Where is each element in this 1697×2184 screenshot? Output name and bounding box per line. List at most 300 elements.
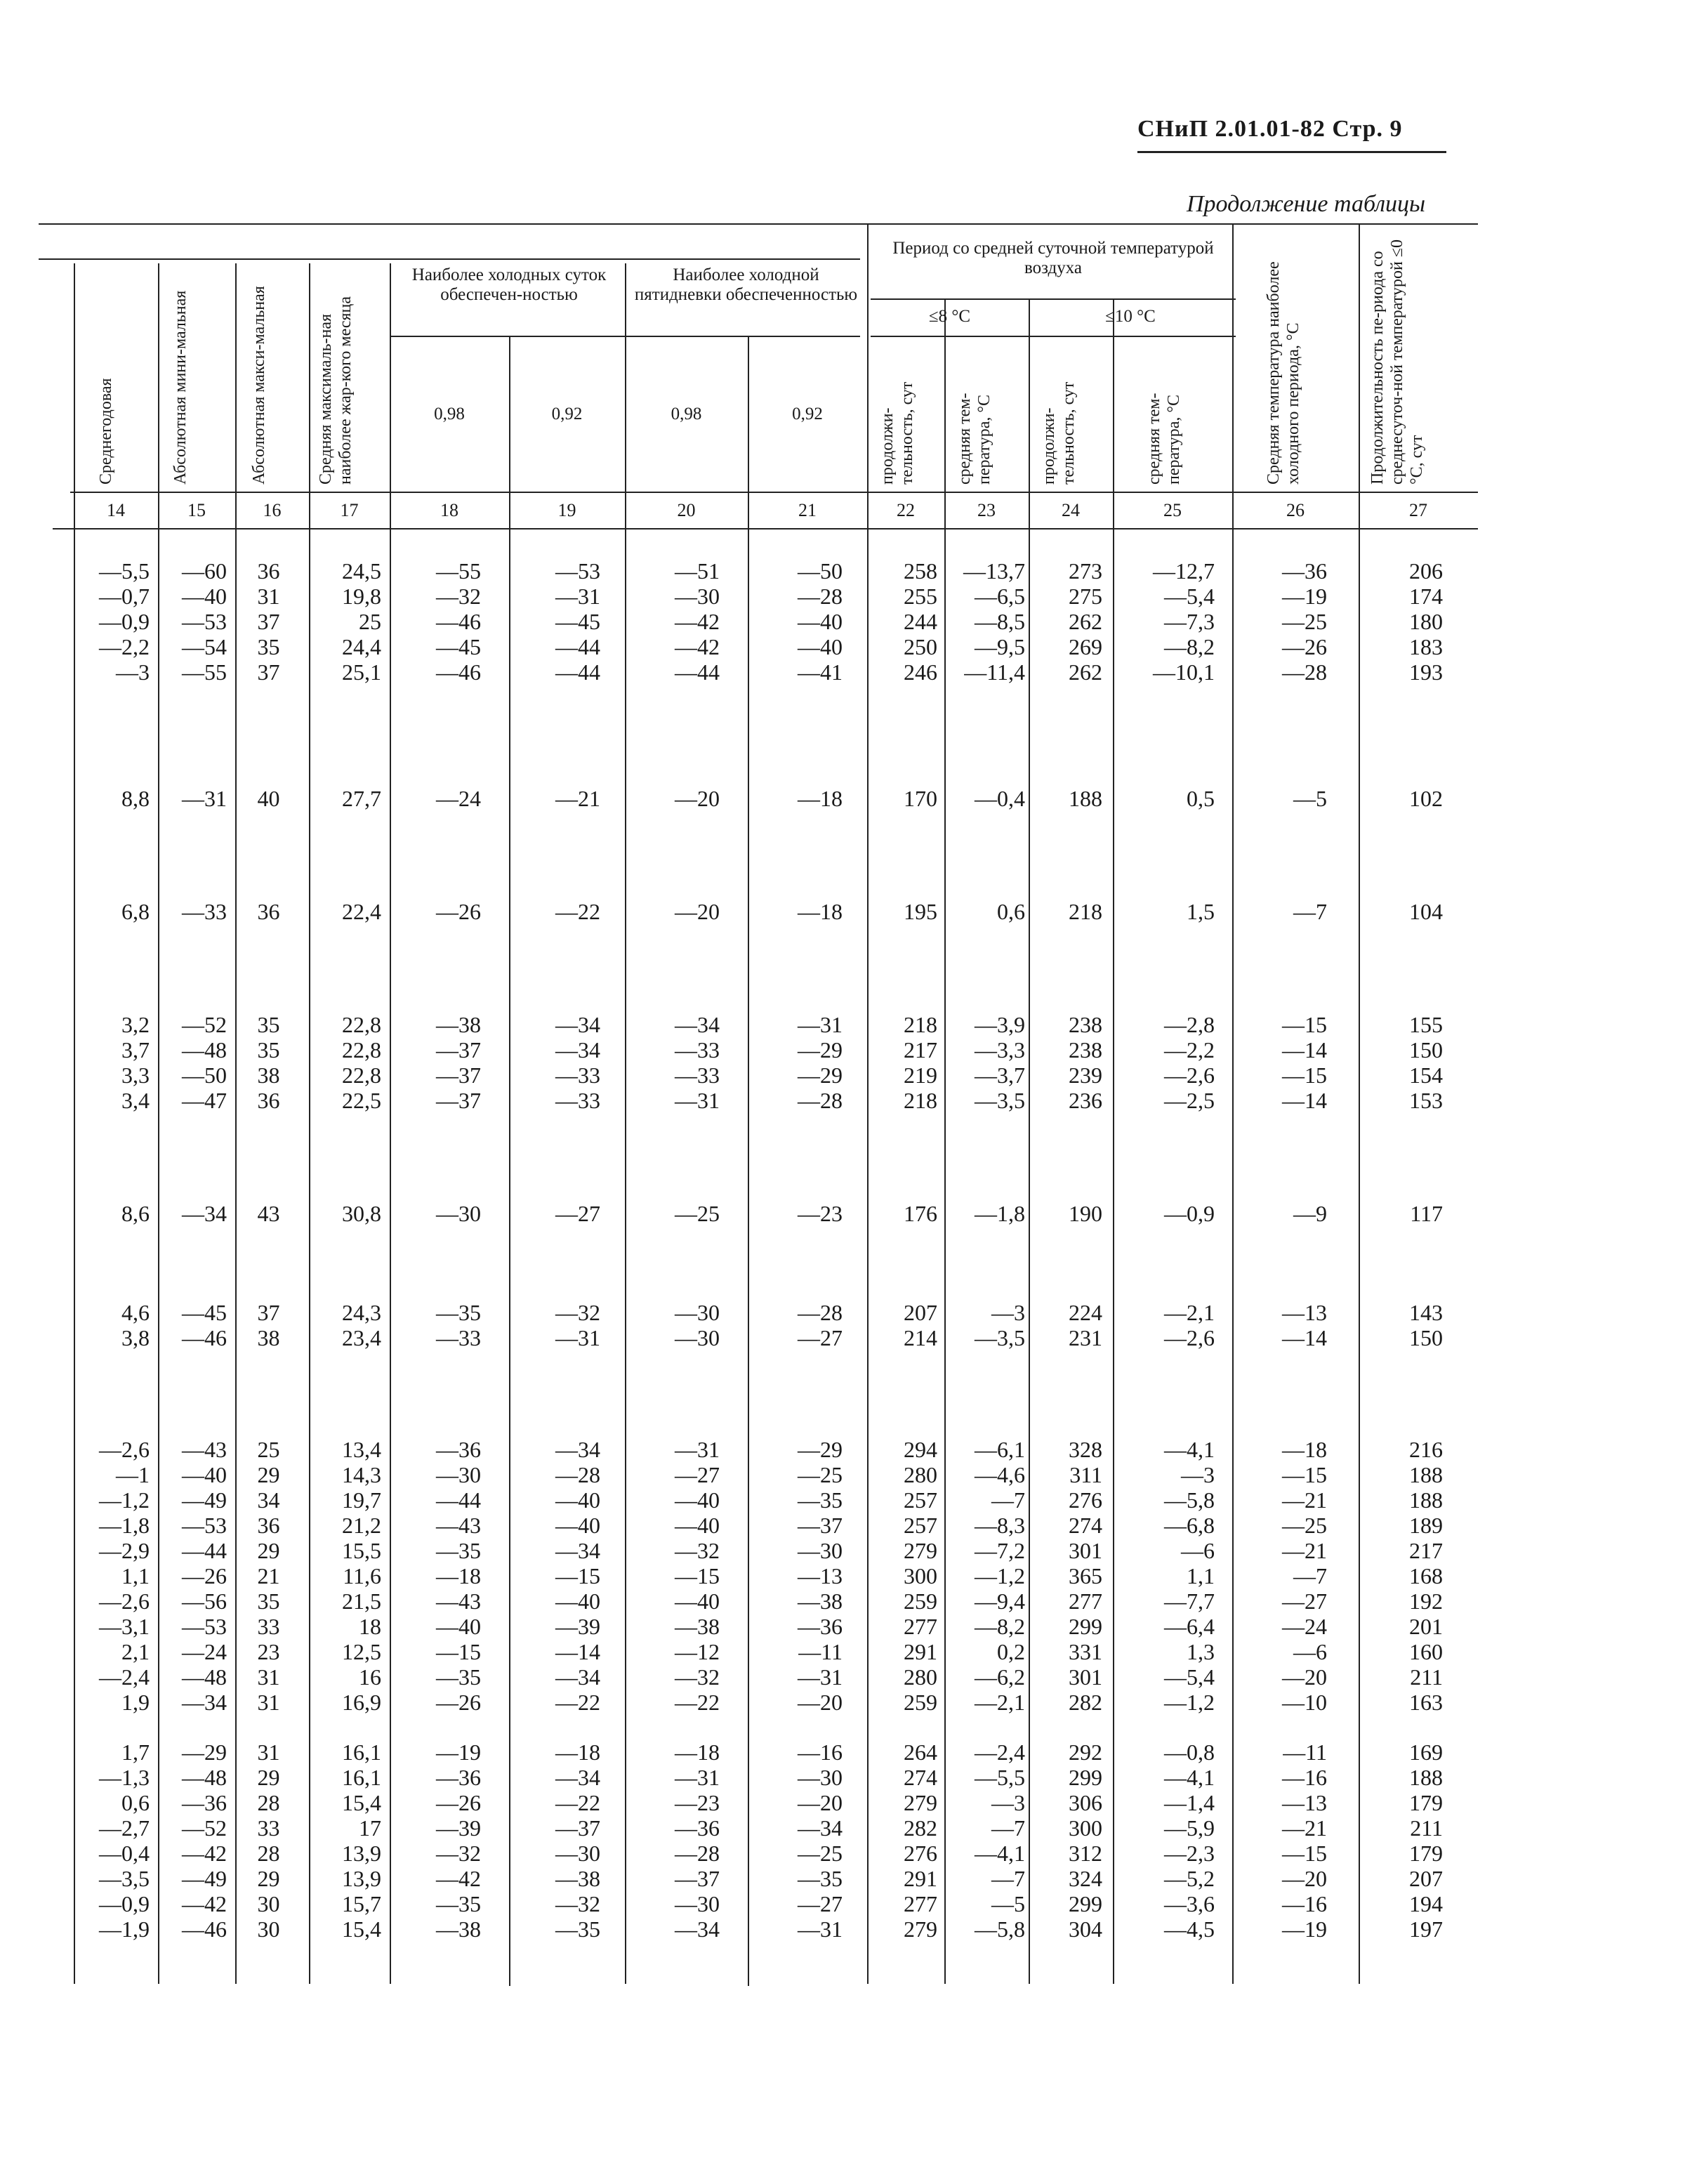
table-row — [0, 584, 1697, 609]
header-c19: 0,92 — [551, 404, 583, 423]
table-cell: —3,3 — [975, 1037, 1025, 1063]
table-cell: 246 — [904, 659, 937, 685]
table-cell: 25 — [257, 1437, 280, 1462]
table-cell: —1,9 — [99, 1916, 150, 1942]
table-cell: —3 — [991, 1790, 1025, 1815]
column-number: 17 — [340, 500, 359, 520]
table-cell: 195 — [904, 899, 937, 924]
table-cell: —1,3 — [99, 1765, 150, 1790]
table-cell: —2,3 — [1164, 1841, 1215, 1866]
table-cell: —9,4 — [975, 1588, 1025, 1614]
table-cell: —55 — [182, 659, 227, 685]
table-cell: —7 — [991, 1815, 1025, 1841]
table-cell: —37 — [436, 1088, 481, 1113]
table-cell: —18 — [798, 786, 843, 811]
table-cell: —44 — [182, 1538, 227, 1563]
table-cell: —42 — [182, 1841, 227, 1866]
table-cell: 292 — [1069, 1739, 1102, 1765]
table-cell: —33 — [675, 1063, 720, 1088]
table-cell: 13,9 — [342, 1866, 381, 1891]
table-row — [0, 1037, 1697, 1063]
table-cell: 169 — [1409, 1739, 1443, 1765]
table-cell: —21 — [555, 786, 600, 811]
table-cell: —29 — [798, 1437, 843, 1462]
table-cell: —40 — [675, 1588, 720, 1614]
table-cell: —26 — [436, 1690, 481, 1715]
table-cell: —37 — [555, 1815, 600, 1841]
table-cell: 36 — [257, 558, 280, 584]
table-cell: 37 — [257, 609, 280, 634]
col-divider — [309, 263, 310, 1984]
table-cell: —8,5 — [975, 609, 1025, 634]
header-c17: Средняя максималь-ная наиболее жар-кого месяца — [317, 296, 355, 485]
table-cell: 306 — [1069, 1790, 1102, 1815]
table-cell: —50 — [182, 1063, 227, 1088]
table-cell: —30 — [675, 1300, 720, 1325]
table-cell: 277 — [904, 1891, 937, 1916]
table-cell: —18 — [1282, 1437, 1327, 1462]
table-cell: 27,7 — [342, 786, 381, 811]
table-cell: —16 — [1282, 1891, 1327, 1916]
table-cell: —33 — [182, 899, 227, 924]
table-cell: —24 — [436, 786, 481, 811]
table-row — [0, 1088, 1697, 1113]
table-cell: 22,4 — [342, 899, 381, 924]
table-cell: —2,6 — [1164, 1325, 1215, 1350]
table-cell: —25 — [798, 1841, 843, 1866]
table-cell: 35 — [257, 1588, 280, 1614]
table-cell: 193 — [1409, 659, 1443, 685]
table-cell: —3 — [116, 659, 150, 685]
table-cell: 21 — [257, 1563, 280, 1588]
table-cell: —20 — [1282, 1664, 1327, 1690]
table-cell: —46 — [436, 659, 481, 685]
table-cell: —22 — [555, 1690, 600, 1715]
table-cell: 188 — [1069, 786, 1102, 811]
table-cell: —42 — [182, 1891, 227, 1916]
table-cell: —5,9 — [1164, 1815, 1215, 1841]
table-cell: —2,6 — [99, 1588, 150, 1614]
header-c21: 0,92 — [792, 404, 823, 423]
table-cell: —5,4 — [1164, 1664, 1215, 1690]
table-cell: —25 — [675, 1201, 720, 1226]
table-cell: 190 — [1069, 1201, 1102, 1226]
table-cell: —31 — [798, 1012, 843, 1037]
table-cell: —27 — [555, 1201, 600, 1226]
table-cell: —20 — [798, 1790, 843, 1815]
header-bottom-rule — [70, 492, 1478, 493]
table-cell: 13,9 — [342, 1841, 381, 1866]
table-cell: 197 — [1409, 1916, 1443, 1942]
table-cell: —4,5 — [1164, 1916, 1215, 1942]
table-cell: —8,3 — [975, 1513, 1025, 1538]
table-cell: —34 — [555, 1012, 600, 1037]
table-cell: 192 — [1409, 1588, 1443, 1614]
table-row — [0, 1891, 1697, 1916]
table-cell: —52 — [182, 1012, 227, 1037]
column-number: 15 — [187, 500, 206, 520]
table-cell: 174 — [1409, 584, 1443, 609]
table-cell: 24,3 — [342, 1300, 381, 1325]
table-cell: —44 — [436, 1487, 481, 1513]
table-cell: 244 — [904, 609, 937, 634]
table-cell: —5,4 — [1164, 584, 1215, 609]
table-cell: 15,5 — [342, 1538, 381, 1563]
table-cell: —3,1 — [99, 1614, 150, 1639]
table-cell: —15 — [675, 1563, 720, 1588]
table-cell: 19,8 — [342, 584, 381, 609]
table-cell: 312 — [1069, 1841, 1102, 1866]
table-cell: —2,6 — [99, 1437, 150, 1462]
table-cell: —31 — [675, 1765, 720, 1790]
table-cell: 1,7 — [121, 1739, 150, 1765]
table-cell: 218 — [904, 1012, 937, 1037]
header-c14: Среднегодовая — [97, 378, 115, 485]
table-cell: 6,8 — [121, 899, 150, 924]
table-cell: —11,4 — [964, 659, 1025, 685]
table-cell: —2,5 — [1164, 1088, 1215, 1113]
table-cell: —38 — [436, 1012, 481, 1037]
table-cell: —31 — [555, 1325, 600, 1350]
table-cell: —7 — [1293, 1563, 1327, 1588]
table-cell: 279 — [904, 1538, 937, 1563]
table-row — [0, 609, 1697, 634]
table-cell: 277 — [904, 1614, 937, 1639]
table-cell: —8,2 — [1164, 634, 1215, 659]
table-cell: —2,8 — [1164, 1012, 1215, 1037]
table-cell: 153 — [1409, 1088, 1443, 1113]
table-cell: 0,5 — [1187, 786, 1215, 811]
table-cell: 143 — [1409, 1300, 1443, 1325]
table-cell: —4,1 — [975, 1841, 1025, 1866]
table-row — [0, 1487, 1697, 1513]
table-cell: —33 — [436, 1325, 481, 1350]
table-cell: —39 — [555, 1614, 600, 1639]
table-cell: 37 — [257, 659, 280, 685]
table-cell: 299 — [1069, 1765, 1102, 1790]
table-cell: —6 — [1293, 1639, 1327, 1664]
table-cell: 300 — [904, 1563, 937, 1588]
table-row — [0, 1614, 1697, 1639]
table-cell: —5 — [1293, 786, 1327, 811]
table-cell: —2,4 — [99, 1664, 150, 1690]
column-number: 16 — [263, 500, 282, 520]
table-cell: —0,7 — [99, 584, 150, 609]
column-number: 14 — [107, 500, 125, 520]
table-cell: —5 — [991, 1891, 1025, 1916]
col-divider — [944, 298, 946, 1984]
table-cell: —28 — [1282, 659, 1327, 685]
header-c23: средняя тем-пература, °С — [956, 393, 993, 485]
table-cell: —31 — [555, 584, 600, 609]
table-row — [0, 1325, 1697, 1350]
table-cell: —0,9 — [99, 609, 150, 634]
table-cell: —21 — [1282, 1487, 1327, 1513]
table-cell: —46 — [436, 609, 481, 634]
table-cell: —47 — [182, 1088, 227, 1113]
table-cell: —22 — [555, 1790, 600, 1815]
table-cell: 150 — [1409, 1037, 1443, 1063]
table-row — [0, 1866, 1697, 1891]
table-cell: 218 — [1069, 899, 1102, 924]
col-divider — [74, 263, 75, 1984]
table-cell: —37 — [675, 1866, 720, 1891]
table-cell: 3,8 — [121, 1325, 150, 1350]
table-cell: 16,1 — [342, 1739, 381, 1765]
table-cell: —1,8 — [99, 1513, 150, 1538]
period-leaf-rule — [871, 336, 1236, 337]
table-cell: —14 — [1282, 1325, 1327, 1350]
table-cell: 36 — [257, 1513, 280, 1538]
table-cell: 194 — [1409, 1891, 1443, 1916]
table-cell: —36 — [798, 1614, 843, 1639]
table-cell: —29 — [798, 1037, 843, 1063]
table-cell: —4,1 — [1164, 1437, 1215, 1462]
table-cell: 275 — [1069, 584, 1102, 609]
table-cell: —33 — [675, 1037, 720, 1063]
table-cell: —2,1 — [1164, 1300, 1215, 1325]
header-c27: Продолжительность пе-риода со среднесуточ-ной температурой ≤0 °С, сут — [1368, 239, 1426, 485]
table-cell: —2,6 — [1164, 1063, 1215, 1088]
table-cell: —31 — [798, 1664, 843, 1690]
table-cell: 23 — [257, 1639, 280, 1664]
table-cell: 22,8 — [342, 1037, 381, 1063]
table-cell: —40 — [675, 1513, 720, 1538]
table-cell: —19 — [1282, 1916, 1327, 1942]
table-cell: —29 — [182, 1739, 227, 1765]
table-cell: —7 — [991, 1487, 1025, 1513]
table-cell: 264 — [904, 1739, 937, 1765]
header-c25: средняя тем-пература, °С — [1145, 393, 1183, 485]
table-cell: 207 — [904, 1300, 937, 1325]
table-cell: —37 — [798, 1513, 843, 1538]
table-cell: —45 — [555, 609, 600, 634]
table-cell: —35 — [436, 1891, 481, 1916]
sub-le8: ≤8 °С — [928, 307, 971, 326]
table-cell: 219 — [904, 1063, 937, 1088]
table-row — [0, 659, 1697, 685]
table-cell: 274 — [904, 1765, 937, 1790]
table-cell: —40 — [798, 634, 843, 659]
table-cell: —27 — [798, 1325, 843, 1350]
table-cell: —3 — [1181, 1462, 1215, 1487]
table-cell: 117 — [1410, 1201, 1443, 1226]
table-cell: —34 — [555, 1437, 600, 1462]
table-cell: —34 — [675, 1012, 720, 1037]
table-cell: —5,5 — [975, 1765, 1025, 1790]
table-cell: 33 — [257, 1614, 280, 1639]
table-cell: 0,2 — [997, 1639, 1025, 1664]
table-cell: —50 — [798, 558, 843, 584]
group-top-rule — [39, 258, 860, 260]
table-cell: 14,3 — [342, 1462, 381, 1487]
table-cell: 214 — [904, 1325, 937, 1350]
table-cell: —35 — [798, 1866, 843, 1891]
table-cell: —34 — [182, 1201, 227, 1226]
table-cell: 236 — [1069, 1088, 1102, 1113]
table-cell: —44 — [555, 659, 600, 685]
table-cell: 217 — [1409, 1538, 1443, 1563]
table-cell: 34 — [257, 1487, 280, 1513]
column-number: 18 — [440, 500, 458, 520]
table-cell: —36 — [675, 1815, 720, 1841]
column-number: 26 — [1286, 500, 1305, 520]
table-cell: —7 — [991, 1866, 1025, 1891]
table-row — [0, 1841, 1697, 1866]
column-number: 20 — [677, 500, 696, 520]
table-cell: 294 — [904, 1437, 937, 1462]
table-cell: —34 — [555, 1765, 600, 1790]
table-cell: —3,6 — [1164, 1891, 1215, 1916]
table-cell: —53 — [555, 558, 600, 584]
table-cell: 15,7 — [342, 1891, 381, 1916]
header-c24: продолжи-тельность, сут — [1040, 381, 1078, 485]
table-cell: 1,1 — [121, 1563, 150, 1588]
table-cell: 188 — [1409, 1462, 1443, 1487]
table-cell: 28 — [257, 1841, 280, 1866]
table-cell: 179 — [1409, 1790, 1443, 1815]
table-cell: —3,5 — [975, 1088, 1025, 1113]
table-cell: 16 — [359, 1664, 381, 1690]
table-cell: —0,9 — [1164, 1201, 1215, 1226]
table-cell: —27 — [798, 1891, 843, 1916]
table-cell: —43 — [182, 1437, 227, 1462]
table-cell: —36 — [1282, 558, 1327, 584]
table-cell: 250 — [904, 634, 937, 659]
table-cell: —38 — [555, 1866, 600, 1891]
table-cell: 1,9 — [121, 1690, 150, 1715]
table-cell: —28 — [675, 1841, 720, 1866]
table-cell: —49 — [182, 1487, 227, 1513]
column-number: 25 — [1163, 500, 1182, 520]
table-cell: —3 — [991, 1300, 1025, 1325]
table-cell: 36 — [257, 1088, 280, 1113]
table-cell: 13,4 — [342, 1437, 381, 1462]
table-cell: 22,8 — [342, 1063, 381, 1088]
table-cell: —22 — [675, 1690, 720, 1715]
table-cell: 150 — [1409, 1325, 1443, 1350]
table-cell: —15 — [1282, 1462, 1327, 1487]
table-cell: 18 — [359, 1614, 381, 1639]
table-cell: —34 — [675, 1916, 720, 1942]
table-cell: —1,8 — [975, 1201, 1025, 1226]
col-divider — [235, 263, 237, 1984]
table-cell: —5,8 — [1164, 1487, 1215, 1513]
table-cell: 279 — [904, 1916, 937, 1942]
table-cell: 282 — [904, 1815, 937, 1841]
table-cell: 188 — [1409, 1487, 1443, 1513]
table-cell: 1,5 — [1187, 899, 1215, 924]
table-cell: —30 — [675, 584, 720, 609]
table-cell: —9 — [1293, 1201, 1327, 1226]
table-cell: 262 — [1069, 609, 1102, 634]
table-cell: —49 — [182, 1866, 227, 1891]
table-cell: 257 — [904, 1487, 937, 1513]
sub-le10: ≤10 °С — [1105, 307, 1156, 326]
table-cell: —45 — [182, 1300, 227, 1325]
col-divider — [1029, 298, 1030, 1984]
table-cell: 279 — [904, 1790, 937, 1815]
table-cell: —40 — [182, 1462, 227, 1487]
table-cell: 3,2 — [121, 1012, 150, 1037]
table-cell: 183 — [1409, 634, 1443, 659]
table-cell: —2,2 — [1164, 1037, 1215, 1063]
table-cell: —36 — [182, 1790, 227, 1815]
table-cell: —2,2 — [99, 634, 150, 659]
table-cell: —13,7 — [963, 558, 1025, 584]
table-cell: —26 — [182, 1563, 227, 1588]
table-cell: —6,1 — [975, 1437, 1025, 1462]
table-cell: 21,2 — [342, 1513, 381, 1538]
table-cell: —40 — [182, 584, 227, 609]
period-sub-rule — [871, 298, 1236, 300]
table-cell: 282 — [1069, 1690, 1102, 1715]
col-divider — [390, 263, 391, 1984]
table-cell: 35 — [257, 1012, 280, 1037]
table-cell: 35 — [257, 634, 280, 659]
table-cell: —20 — [675, 786, 720, 811]
table-cell: —2,9 — [99, 1538, 150, 1563]
table-cell: —40 — [555, 1588, 600, 1614]
col-divider — [625, 263, 626, 1984]
table-cell: 1,3 — [1187, 1639, 1215, 1664]
table-cell: —44 — [555, 634, 600, 659]
table-cell: —24 — [1282, 1614, 1327, 1639]
table-cell: —53 — [182, 1513, 227, 1538]
table-cell: —23 — [798, 1201, 843, 1226]
table-cell: —10 — [1282, 1690, 1327, 1715]
table-cell: 291 — [904, 1866, 937, 1891]
table-cell: —38 — [436, 1916, 481, 1942]
table-cell: 280 — [904, 1462, 937, 1487]
table-cell: 31 — [257, 1739, 280, 1765]
table-cell: —6,8 — [1164, 1513, 1215, 1538]
table-cell: —13 — [798, 1563, 843, 1588]
table-cell: —28 — [555, 1462, 600, 1487]
header-c26: Средняя температура наиболее холодного периода, °С — [1265, 261, 1302, 485]
table-cell: —37 — [436, 1063, 481, 1088]
table-cell: 2,1 — [121, 1639, 150, 1664]
table-cell: —44 — [675, 659, 720, 685]
table-cell: 29 — [257, 1765, 280, 1790]
table-cell: —30 — [798, 1538, 843, 1563]
table-cell: 277 — [1069, 1588, 1102, 1614]
table-cell: 328 — [1069, 1437, 1102, 1462]
page-title: СНиП 2.01.01-82 Стр. 9 — [1137, 116, 1403, 142]
table-cell: 280 — [904, 1664, 937, 1690]
table-cell: —18 — [675, 1739, 720, 1765]
table-cell: —21 — [1282, 1815, 1327, 1841]
table-cell: —18 — [798, 899, 843, 924]
table-cell: 24,5 — [342, 558, 381, 584]
table-cell: 30 — [257, 1891, 280, 1916]
table-cell: 155 — [1409, 1012, 1443, 1037]
table-cell: —0,9 — [99, 1891, 150, 1916]
table-row — [0, 1437, 1697, 1462]
header-c22: продолжи-тельность, сут — [878, 381, 916, 485]
table-cell: —42 — [436, 1866, 481, 1891]
table-cell: —14 — [1282, 1088, 1327, 1113]
table-cell: —11 — [798, 1639, 843, 1664]
table-cell: 276 — [904, 1841, 937, 1866]
table-row — [0, 1664, 1697, 1690]
table-cell: —3,5 — [99, 1866, 150, 1891]
table-cell: —19 — [1282, 584, 1327, 609]
table-cell: —32 — [555, 1891, 600, 1916]
table-cell: —25 — [798, 1462, 843, 1487]
table-row — [0, 1790, 1697, 1815]
group-period: Период со средней суточной температурой воздуха — [892, 239, 1214, 277]
